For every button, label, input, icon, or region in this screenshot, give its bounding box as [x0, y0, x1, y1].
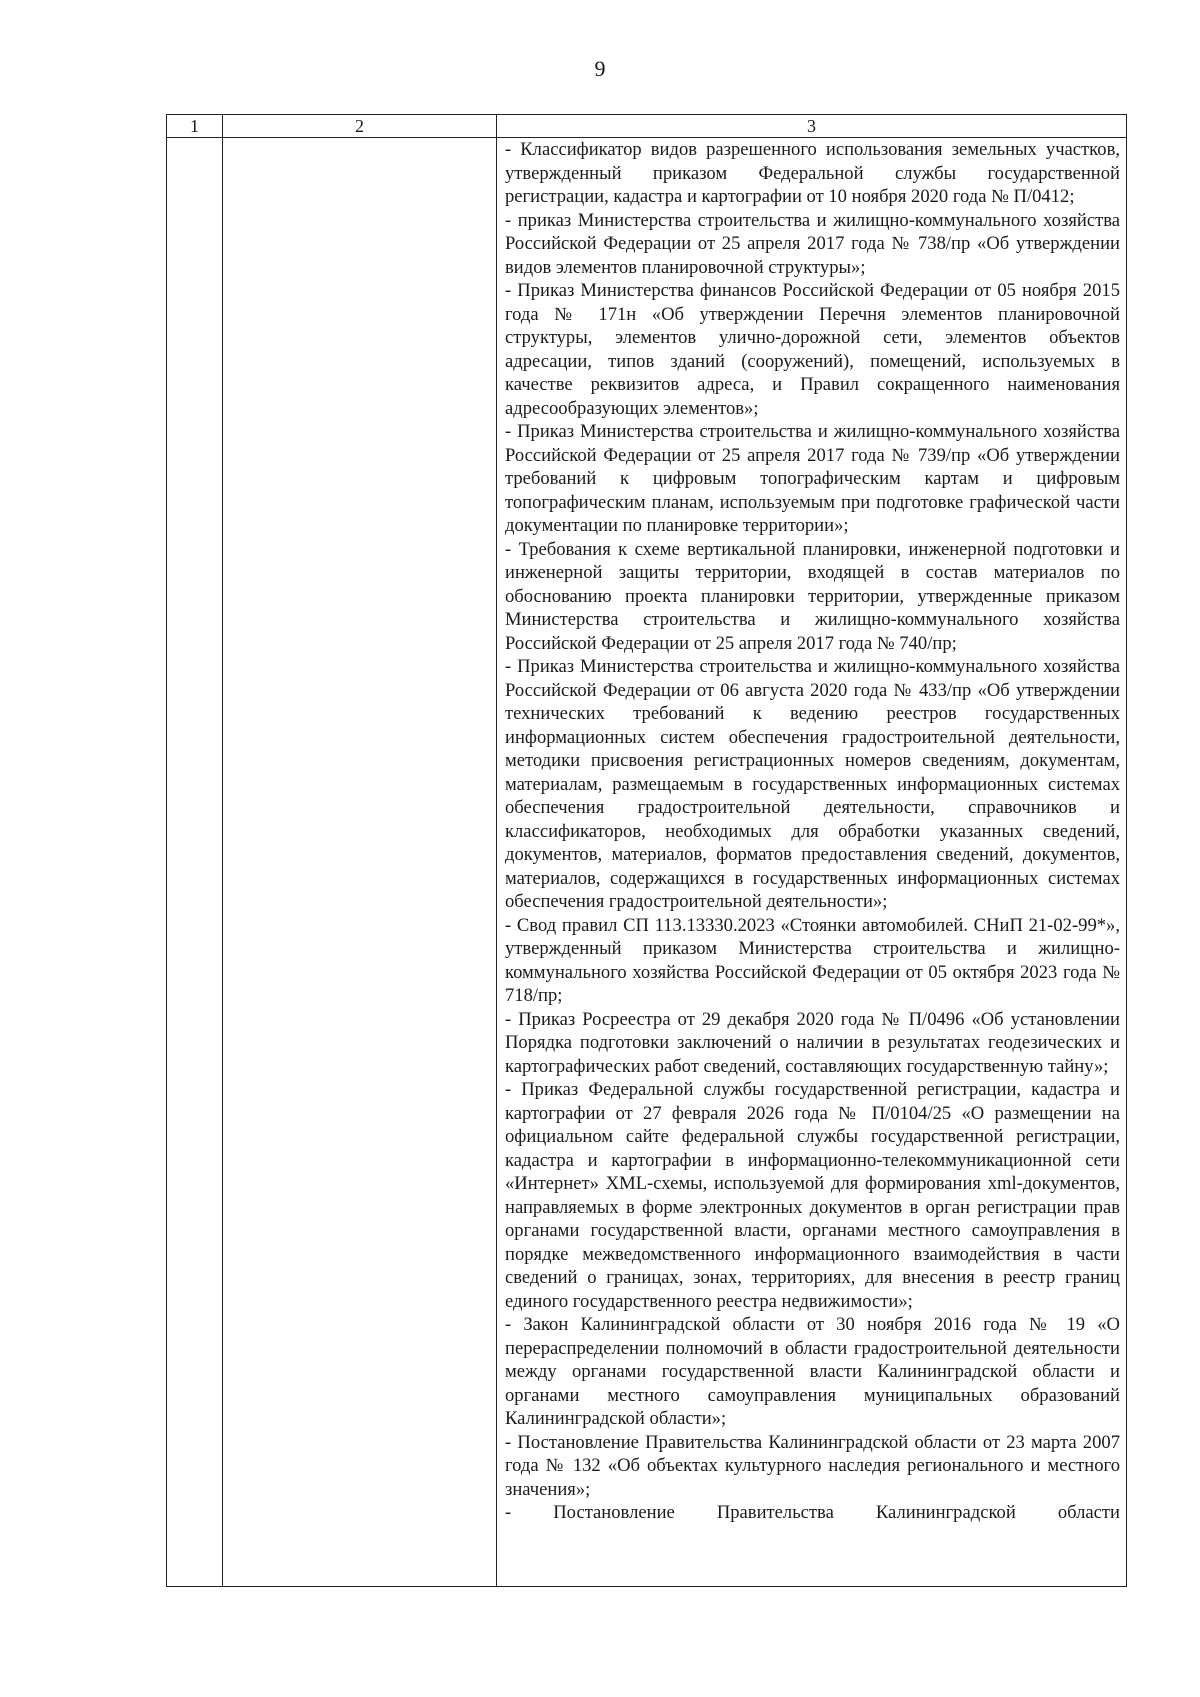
table-header-row	[167, 115, 1127, 138]
list-item: - Свод правил СП 113.13330.2023 «Стоянки автомобилей. СНиП 21-02-99*», утвержденный приказом Министерства строительства и жилищно-коммунального хозяйства Российской Федерации от 05 октября 2023 года № 718/пр;	[505, 914, 1120, 1006]
list-item: - Закон Калининградской области от 30 ноября 2016 года № 19 «О перераспределении полномочий в области градостроительной деятельности между органами государственной власти Калининградской области и органами местного самоуправления муниципальных образований Калининградской области»;	[505, 1314, 1120, 1429]
column-2-cell	[223, 138, 497, 1587]
column-header-3: 3	[497, 115, 1127, 138]
column-header-2: 2	[223, 115, 497, 138]
list-item: - Приказ Министерства строительства и жилищно-коммунального хозяйства Российской Федерации от 25 апреля 2017 года № 739/пр «Об утверждении требований к цифровым топографическим картам и цифровым топографическим планам, используемым при подготовке графической части документации по планировке территории»;	[505, 421, 1120, 536]
list-item: - Классификатор видов разрешенного использования земельных участков, утвержденный приказом Федеральной службы государственной регистрации, кадастра и картографии от 10 ноября 2020 года № П/0412;	[505, 139, 1120, 207]
list-item: - Приказ Росреестра от 29 декабря 2020 года № П/0496 «Об установлении Порядка подготовки заключений о наличии в результатах геодезических и картографических работ сведений, составляющих государственную тайну»;	[505, 1008, 1120, 1077]
list-item: - Приказ Министерства финансов Российской Федерации от 05 ноября 2015 года № 171н «Об утверждении Перечня элементов планировочной структуры, элементов улично-дорожной сети, элементов объектов адресации, типов зданий (сооружений), помещений, используемых в качестве реквизитов адреса, и Правил сокращенного наименования адресообразующих элементов»;	[505, 280, 1120, 419]
legal-acts-list	[497, 138, 1126, 1525]
column-3-cell	[497, 138, 1127, 1587]
list-item: - Постановление Правительства Калининградской области	[505, 1502, 1120, 1523]
page-number: 9	[594, 56, 606, 81]
column-1-cell	[167, 138, 223, 1587]
list-item: - Постановление Правительства Калининградской области от 23 марта 2007 года № 132 «Об объектах культурного наследия регионального и местного значения»;	[505, 1431, 1120, 1500]
list-item: - приказ Министерства строительства и жилищно-коммунального хозяйства Российской Федерации от 25 апреля 2017 года № 738/пр «Об утверждении видов элементов планировочной структуры»;	[505, 209, 1120, 278]
list-item: - Приказ Федеральной службы государственной регистрации, кадастра и картографии от 27 февраля 2026 года № П/0104/25 «О размещении на официальном сайте федеральной службы государственной регистрации, кадастра и картографии в информационно-телекоммуникационной сети «Интернет» XML-схемы, используемой для формирования xml-документов, направляемых в форме электронных документов в орган регистрации прав органами государственной власти, органами местного самоуправления в порядке межведомственного информационного взаимодействия в части сведений о границах, зонах, территориях, для внесения в реестр границ единого государственного реестра недвижимости»;	[505, 1079, 1120, 1312]
table-row	[167, 138, 1127, 1587]
list-item: - Требования к схеме вертикальной планировки, инженерной подготовки и инженерной защиты территории, входящей в состав материалов по обоснованию проекта планировки территории, утвержденные приказом Министерства строительства и жилищно-коммунального хозяйства Российской Федерации от 25 апреля 2017 года № 740/пр;	[505, 538, 1120, 654]
list-item: - Приказ Министерства строительства и жилищно-коммунального хозяйства Российской Федерации от 06 августа 2020 года № 433/пр «Об утверждении технических требований к ведению реестров государственных информационных систем обеспечения градостроительной деятельности, методики присвоения регистрационных номеров сведениям, документам, материалам, размещаемым в государственных информационных системах обеспечения градостроительной деятельности, справочников и классификаторов, необходимых для обработки указанных сведений, документов, материалов, форматов предоставления сведений, документов, материалов, содержащихся в государственных информационных системах обеспечения градостроительной деятельности»;	[505, 656, 1120, 912]
document-table	[166, 114, 1127, 1587]
column-header-1: 1	[167, 115, 223, 138]
